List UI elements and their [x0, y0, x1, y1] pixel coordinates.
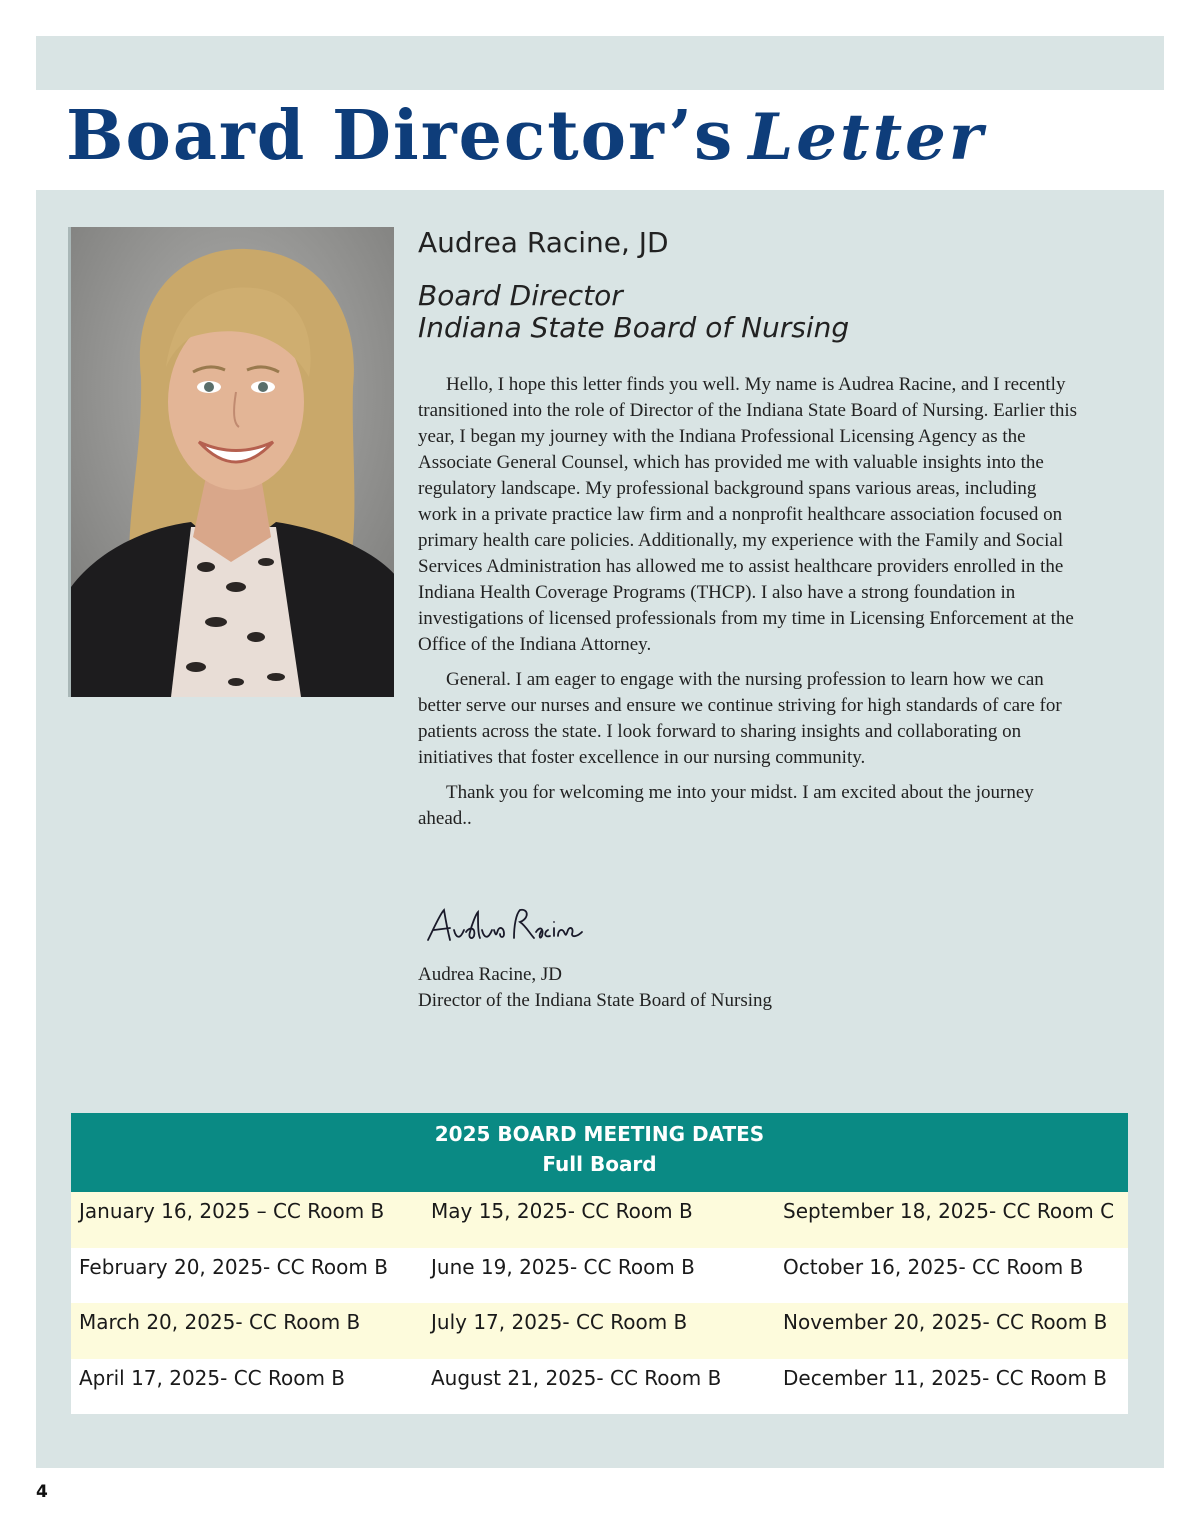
author-portrait-photo — [68, 227, 394, 697]
meeting-date-cell: July 17, 2025- CC Room B — [431, 1310, 688, 1334]
portrait-illustration — [71, 227, 394, 697]
page-title-italic: Letter — [748, 100, 986, 175]
top-decorative-band — [36, 36, 1164, 90]
meeting-dates-title: 2025 BOARD MEETING DATES — [434, 1122, 765, 1146]
handwritten-signature — [420, 900, 590, 950]
signatory-title: Director of the Indiana State Board of Nursing — [418, 990, 773, 1011]
meeting-date-cell: January 16, 2025 – CC Room B — [79, 1199, 385, 1223]
letter-paragraph: Thank you for welcoming me into your midst. I am excited about the journey ahead.. — [418, 782, 1034, 829]
meeting-date-cell: September 18, 2025- CC Room C — [783, 1199, 1115, 1223]
table-row — [71, 1248, 1128, 1304]
letter-body — [418, 372, 1078, 841]
meeting-date-cell: June 19, 2025- CC Room B — [431, 1254, 695, 1279]
meeting-date-cell: May 15, 2025- CC Room B — [431, 1199, 693, 1223]
letter-paragraph: Hello, I hope this letter finds you well. My name is Audrea Racine, and I recently transitioned into the role of Director of the Indiana State Board of Nursing. Earlier this year, I began my journey with the Indiana Professional Licensing Agency as the Associate General Counsel, which has provided me with valuable insights into the regulatory landscape. My professional background spans various areas, including work in a private practice law firm and a nonprofit healthcare association focused on primary health care policies. Additionally, my experience with the Family and Social Services Administration has allowed me to assist healthcare providers enrolled in the Indiana Health Coverage Programs (THCP). I also have a strong foundation in investigations of licensed professionals from my time in Licensing Enforcement at the Office of the Indiana Attorney. — [418, 374, 1078, 655]
author-role — [418, 280, 849, 344]
meeting-date-cell: March 20, 2025- CC Room B — [79, 1310, 361, 1334]
author-name: Audrea Racine, JD — [418, 226, 669, 259]
meeting-dates-header — [71, 1113, 1128, 1192]
meeting-date-cell: December 11, 2025- CC Room B — [783, 1365, 1108, 1390]
meeting-date-cell: October 16, 2025- CC Room B — [783, 1254, 1084, 1279]
table-row — [71, 1359, 1128, 1415]
author-role-title: Board Director — [418, 279, 623, 312]
page-number: 4 — [36, 1482, 48, 1502]
author-role-organization: Indiana State Board of Nursing — [418, 311, 850, 344]
table-row — [71, 1192, 1128, 1248]
meeting-dates-table — [71, 1113, 1128, 1414]
meeting-date-cell: February 20, 2025- CC Room B — [79, 1254, 388, 1279]
meeting-date-cell: November 20, 2025- CC Room B — [783, 1310, 1108, 1334]
page-title-bold: Board Director’s — [66, 96, 735, 176]
meeting-date-cell: August 21, 2025- CC Room B — [431, 1365, 722, 1390]
page-title — [66, 96, 986, 186]
signatory-name: Audrea Racine, JD — [418, 964, 563, 985]
meeting-date-cell: April 17, 2025- CC Room B — [79, 1365, 346, 1390]
table-row — [71, 1303, 1128, 1359]
letter-paragraph: General. I am eager to engage with the nursing profession to learn how we can better serve our nurses and ensure we continue striving for high standards of care for patients across the state. I look forward to sharing insights and collaborating on initiatives that foster excellence in our nursing community. — [418, 669, 1062, 768]
meeting-dates-subtitle: Full Board — [542, 1152, 657, 1176]
